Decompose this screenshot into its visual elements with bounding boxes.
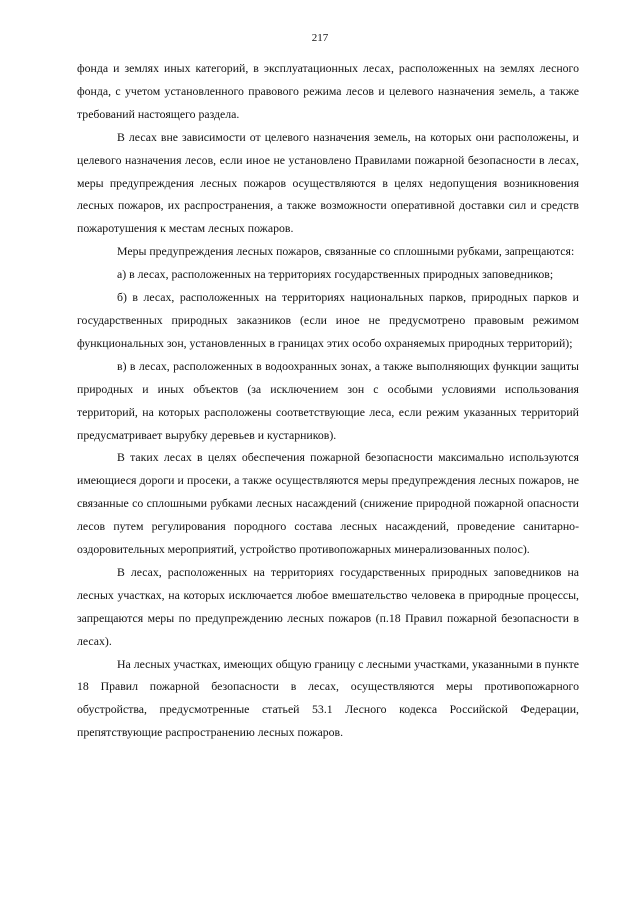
paragraph-continuation: фонда и землях иных категорий, в эксплуатационных лесах, расположенных на землях лесного фонда, с учетом установленного правового режима лесов и целевого назначения земель, а также требований настоящего раздела. <box>77 61 579 121</box>
paragraph: На лесных участках, имеющих общую границу с лесными участками, указанными в пункте 18 Правил пожарной безопасности в лесах, осуществляются меры противопожарного обустройства, предусмотренные статьей 53.1 Лесного кодекса Российской Федерации, препятствующие распространению лесных пожаров. <box>77 656 579 740</box>
page-number: 217 <box>311 32 329 44</box>
list-item-c: в) в лесах, расположенных в водоохранных зонах, а также выполняющих функции защиты природных и иных объектов (за исключением зон с особыми условиями использования территорий, на которых расположены соответствующие леса, если режим указанных территорий предусматривает вырубку деревьев и кустарников). <box>77 358 579 442</box>
paragraph: Меры предупреждения лесных пожаров, связанные со сплошными рубками, запрещаются: <box>117 244 575 259</box>
list-item-a: а) в лесах, расположенных на территориях государственных природных заповедников; <box>117 267 554 282</box>
paragraph: В лесах, расположенных на территориях государственных природных заповедников на лесных участках, на которых исключается любое вмешательство человека в природные процессы, запрещаются меры по предупреждению лесных пожаров (п.18 Правил пожарной безопасности в лесах). <box>77 564 579 648</box>
list-item-b: б) в лесах, расположенных на территориях национальных парков, природных парков и государственных природных заказников (если иное не предусмотрено правовым режимом функциональных зон, установленных в границах этих особо охраняемых природных территорий); <box>77 290 579 350</box>
document-body <box>77 57 579 744</box>
paragraph: В таких лесах в целях обеспечения пожарной безопасности максимально используются имеющиеся дороги и просеки, а также осуществляются меры предупреждения лесных пожаров, не связанные со сплошными рубками лесных насаждений (снижение природной пожарной опасности лесов путем регулирования породного состава лесных насаждений, проведение санитарно-оздоровительных мероприятий, устройство противопожарных минерализованных полос). <box>77 450 579 557</box>
paragraph: В лесах вне зависимости от целевого назначения земель, на которых они расположены, и целевого назначения лесов, если иное не установлено Правилами пожарной безопасности в лесах, меры предупреждения лесных пожаров осуществляются в целях недопущения возникновения лесных пожаров, их распространения, а также возможности оперативной доставки сил и средств пожаротушения к местам лесных пожаров. <box>77 129 579 236</box>
